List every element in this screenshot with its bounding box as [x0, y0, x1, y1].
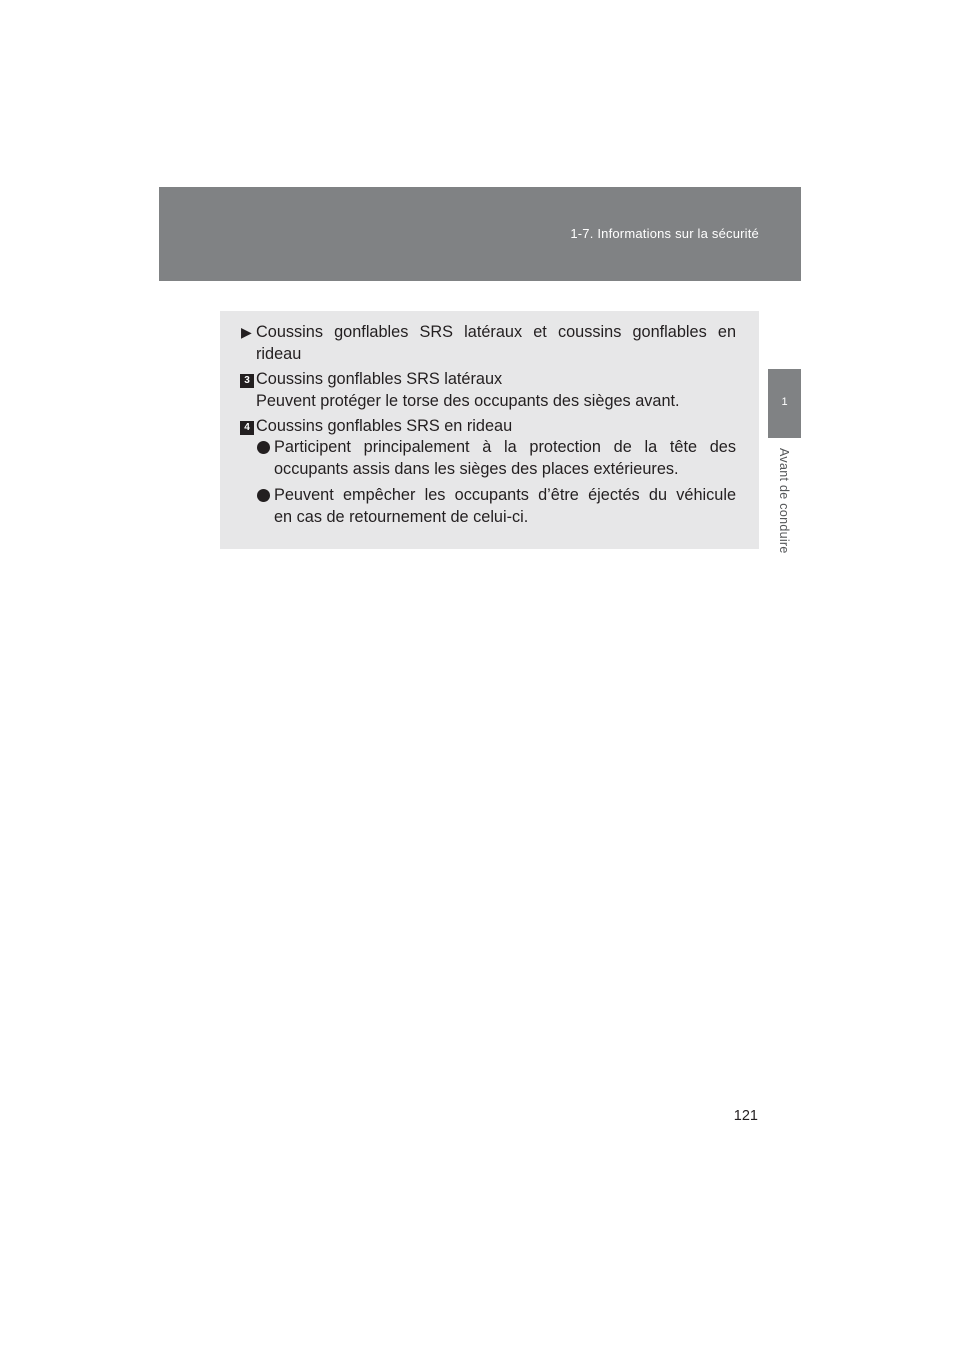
- chapter-number: 1: [781, 396, 788, 408]
- chapter-label-text: Avant de conduire: [777, 448, 791, 554]
- bullet-1-line-1: Participent principalement à la protection de la tête des: [274, 438, 736, 456]
- heading-line-1: Coussins gonflables SRS latéraux et coussins gonflables en: [256, 323, 736, 341]
- page-number: 121: [733, 1108, 758, 1124]
- triangle-right-icon: ▶: [241, 324, 252, 340]
- number-3-icon: 3: [240, 374, 254, 388]
- item-3-title: Coussins gonflables SRS latéraux: [256, 370, 503, 388]
- header-band: [159, 187, 801, 281]
- bullet-1-line-2: occupants assis dans les sièges des places extérieures.: [274, 460, 679, 478]
- bullet-circle-icon: [257, 489, 270, 502]
- bullet-circle-icon: [257, 441, 270, 454]
- number-4-icon: 4: [240, 421, 254, 435]
- item-4-title: Coussins gonflables SRS en rideau: [256, 417, 513, 435]
- bullet-2-line-2: en cas de retournement de celui-ci.: [274, 508, 529, 526]
- info-box: [220, 311, 759, 549]
- heading-line-2: rideau: [256, 345, 302, 363]
- chapter-label: [764, 448, 804, 568]
- item-3-description: Peuvent protéger le torse des occupants des sièges avant.: [256, 392, 680, 410]
- section-title: 1-7. Informations sur la sécurité: [570, 226, 759, 241]
- chapter-tab[interactable]: [768, 369, 801, 438]
- bullet-2-line-1: Peuvent empêcher les occupants d’être éjectés du véhicule: [274, 486, 736, 504]
